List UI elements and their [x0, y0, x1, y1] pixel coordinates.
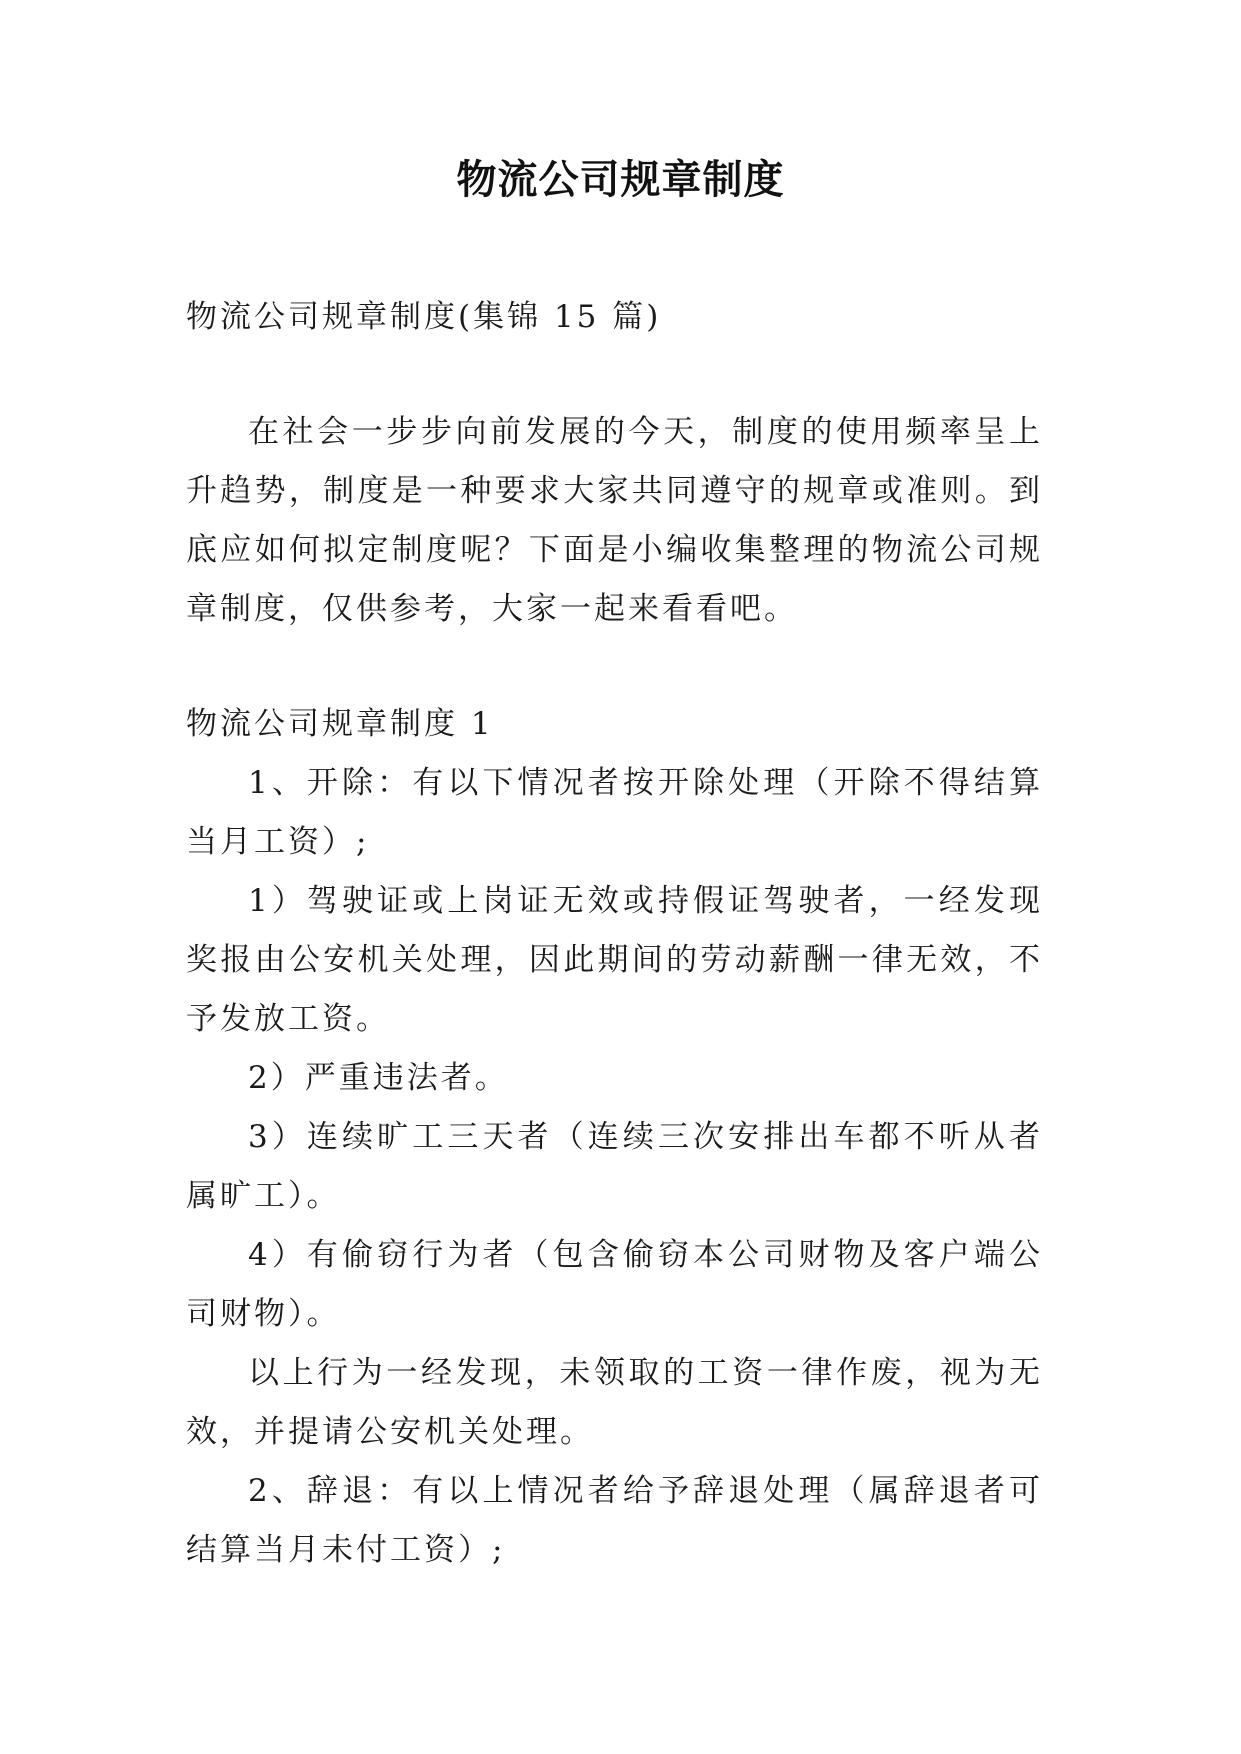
intro-paragraph: 在社会一步步向前发展的今天，制度的使用频率呈上升趋势，制度是一种要求大家共同遵守的规章或准则。到底应如何拟定制度呢？下面是小编收集整理的物流公司规章制度，仅供参考，大家一起来看看吧。	[186, 414, 1043, 627]
document-body	[186, 288, 1043, 1580]
paragraph-item-3: 3）连续旷工三天者（连续三次安排出车都不听从者属旷工）。	[186, 1119, 1043, 1214]
section-heading: 物流公司规章制度 1	[186, 706, 494, 742]
paragraph-termination: 2、辞退：有以上情况者给予辞退处理（属辞退者可结算当月未付工资）;	[186, 1473, 1043, 1568]
paragraph-item-1: 1）驾驶证或上岗证无效或持假证驾驶者，一经发现奖报由公安机关处理，因此期间的劳动薪酬一律无效，不予发放工资。	[186, 883, 1043, 1037]
paragraph-note: 以上行为一经发现，未领取的工资一律作废，视为无效，并提请公安机关处理。	[186, 1355, 1043, 1450]
document-subtitle: 物流公司规章制度(集锦 15 篇)	[186, 299, 662, 335]
paragraph-dismissal: 1、开除：有以下情况者按开除处理（开除不得结算当月工资）;	[186, 765, 1043, 860]
document-title: 物流公司规章制度	[456, 157, 785, 203]
paragraph-item-2: 2）严重违法者。	[248, 1060, 509, 1096]
paragraph-item-4: 4）有偷窃行为者（包含偷窃本公司财物及客户端公司财物）。	[186, 1237, 1043, 1332]
